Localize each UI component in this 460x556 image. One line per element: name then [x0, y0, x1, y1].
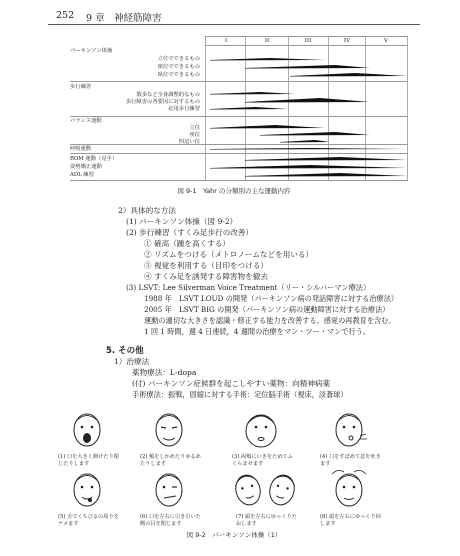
row-label: 歩行障害の各要因に対するもの	[125, 99, 200, 105]
bar-adl	[245, 173, 407, 177]
body-line: (1) パーキンソン体操（図 9-2）	[126, 217, 238, 226]
exercise-figure	[58, 468, 119, 556]
row-label: 姿勢矯正運動	[70, 164, 102, 170]
body-line: ④ すくみ足を誘発する障害物を撤去	[144, 272, 268, 281]
row-label: 立位でできるもの	[157, 56, 200, 62]
face-blow-illustration	[330, 408, 368, 450]
body-line: 1 回 1 時間，週 4 日連続，4 週間の治療をマン・ツー・マンで行う。	[144, 327, 371, 336]
group-label: バランス運動	[70, 118, 102, 124]
bar-balance-quadruped	[280, 140, 330, 143]
exercise-caption: (8) 頭を左右にゆっくり回します	[320, 514, 381, 527]
bar-posture	[210, 165, 407, 169]
column-header: I	[224, 38, 228, 44]
bar-rom	[245, 157, 407, 161]
body-line: ① 確高（踵を高くする）	[144, 239, 230, 248]
body-line: ③ 視覚を利用する（目印をつける）	[144, 261, 268, 270]
group-label: 呼吸運動	[70, 146, 92, 152]
body-line: 薬物療法：L-dopa	[132, 368, 197, 377]
column-header: II	[264, 38, 270, 44]
section-title: 5. その他	[106, 346, 144, 356]
column-header: IV	[343, 38, 351, 44]
body-line: ② リズムをつける（メトロノームなどを用いる）	[144, 250, 314, 259]
body-line: 1）治療法	[114, 357, 150, 366]
page	[48, 0, 420, 552]
yahr-exercise-chart	[70, 36, 408, 181]
figure2-caption: 図 9-2 パーキンソン体操（1）	[186, 531, 282, 539]
row-label: 応用歩行練習	[168, 106, 200, 112]
bar-sitting	[245, 65, 370, 69]
row-label: 散歩など全身調整的なもの	[136, 92, 200, 98]
row-label: 座位でできるもの	[157, 64, 200, 70]
column-header: III	[304, 38, 312, 44]
exercise-figure	[320, 468, 381, 556]
body-line: 手術療法：振戦，固縮に対する手術：定位脳手術（視床，淡蒼球）	[132, 390, 348, 399]
row-label: 立位	[189, 125, 200, 131]
exercise-caption: (7) 頭を左右にゆっくりたおします	[236, 514, 297, 527]
header-rule	[48, 24, 420, 25]
face-wink-illustration	[150, 468, 188, 510]
row-label: ADL 練習	[70, 172, 94, 178]
exercise-caption: (1) 口を大きく開けたり閉じたりします	[58, 454, 119, 467]
chapter-title: 9 章 神経筋障害	[86, 13, 162, 24]
row-label: 四這い位	[178, 139, 200, 145]
bar-balance-sitting	[260, 132, 370, 136]
bar-walk-factors	[245, 98, 370, 103]
column-header: V	[384, 38, 388, 44]
row-label: 座位	[189, 132, 200, 138]
body-line: 運動の適切な大きさを認識・修正する能力を改善する。感覚の再教育を含む。	[144, 316, 396, 325]
face-head-rotate-illustration	[330, 468, 368, 510]
bar-walk-general	[210, 92, 295, 95]
body-line: 1988 年 LSVT LOUD の開発（パーキンソン病の発話障害に対する治療法）	[144, 294, 399, 303]
exercise-caption: (4) 口をすぼめて息を吐きます	[320, 454, 381, 467]
exercise-caption: (5) 舌でくちびるの周りをナメます	[58, 514, 119, 527]
bar-lying	[290, 73, 407, 77]
bar-balance-standing	[210, 125, 325, 129]
group-label: パーキンソン体操	[70, 48, 113, 54]
page-header	[48, 10, 420, 24]
bar-breathing	[210, 148, 407, 150]
face-puff-cheeks-illustration	[242, 408, 280, 450]
exercise-figure	[226, 468, 306, 556]
face-mouth-open-illustration	[68, 408, 106, 450]
body-line: (3) LSVT: Lee Silverman Voice Treatment（リー・シルバーマン療法）	[126, 283, 371, 292]
exercise-caption: (3) 両頬にいきをためてふくらませます	[232, 454, 293, 467]
body-line: (付) パーキンソン症候群を起こしやすい薬物：向精神病薬	[132, 379, 331, 388]
exercise-figure	[140, 468, 201, 556]
exercise-caption: (2) 頬をしかめたりゆるめたりします	[140, 454, 201, 467]
body-line: (2) 歩行練習（すくみ足歩行の改善）	[126, 228, 254, 237]
figure1-caption: 図 9-1 Yahr の分類別の主な運動内容	[177, 187, 291, 195]
body-line: 2005 年 LSVT BIG の開発（パーキンソン病の運動障害に対する治療法）	[144, 305, 390, 314]
bar-walk-applied	[210, 107, 288, 110]
row-label: 臥位でできるもの	[157, 72, 200, 78]
wedge-bars	[70, 36, 408, 181]
body-line: 2）具体的な方法	[118, 206, 176, 215]
face-head-tilt-illustration	[230, 468, 300, 510]
face-grimace-illustration	[150, 408, 188, 450]
bar-standing	[210, 58, 325, 61]
exercise-caption: (6) 口を左右に引き引いた側の目を閉じます	[140, 514, 201, 527]
face-tongue-illustration	[68, 468, 106, 510]
group-label: 歩行練習	[70, 84, 92, 90]
row-label: ROM 運動（見手）	[70, 156, 118, 162]
page-number: 252	[56, 10, 75, 21]
